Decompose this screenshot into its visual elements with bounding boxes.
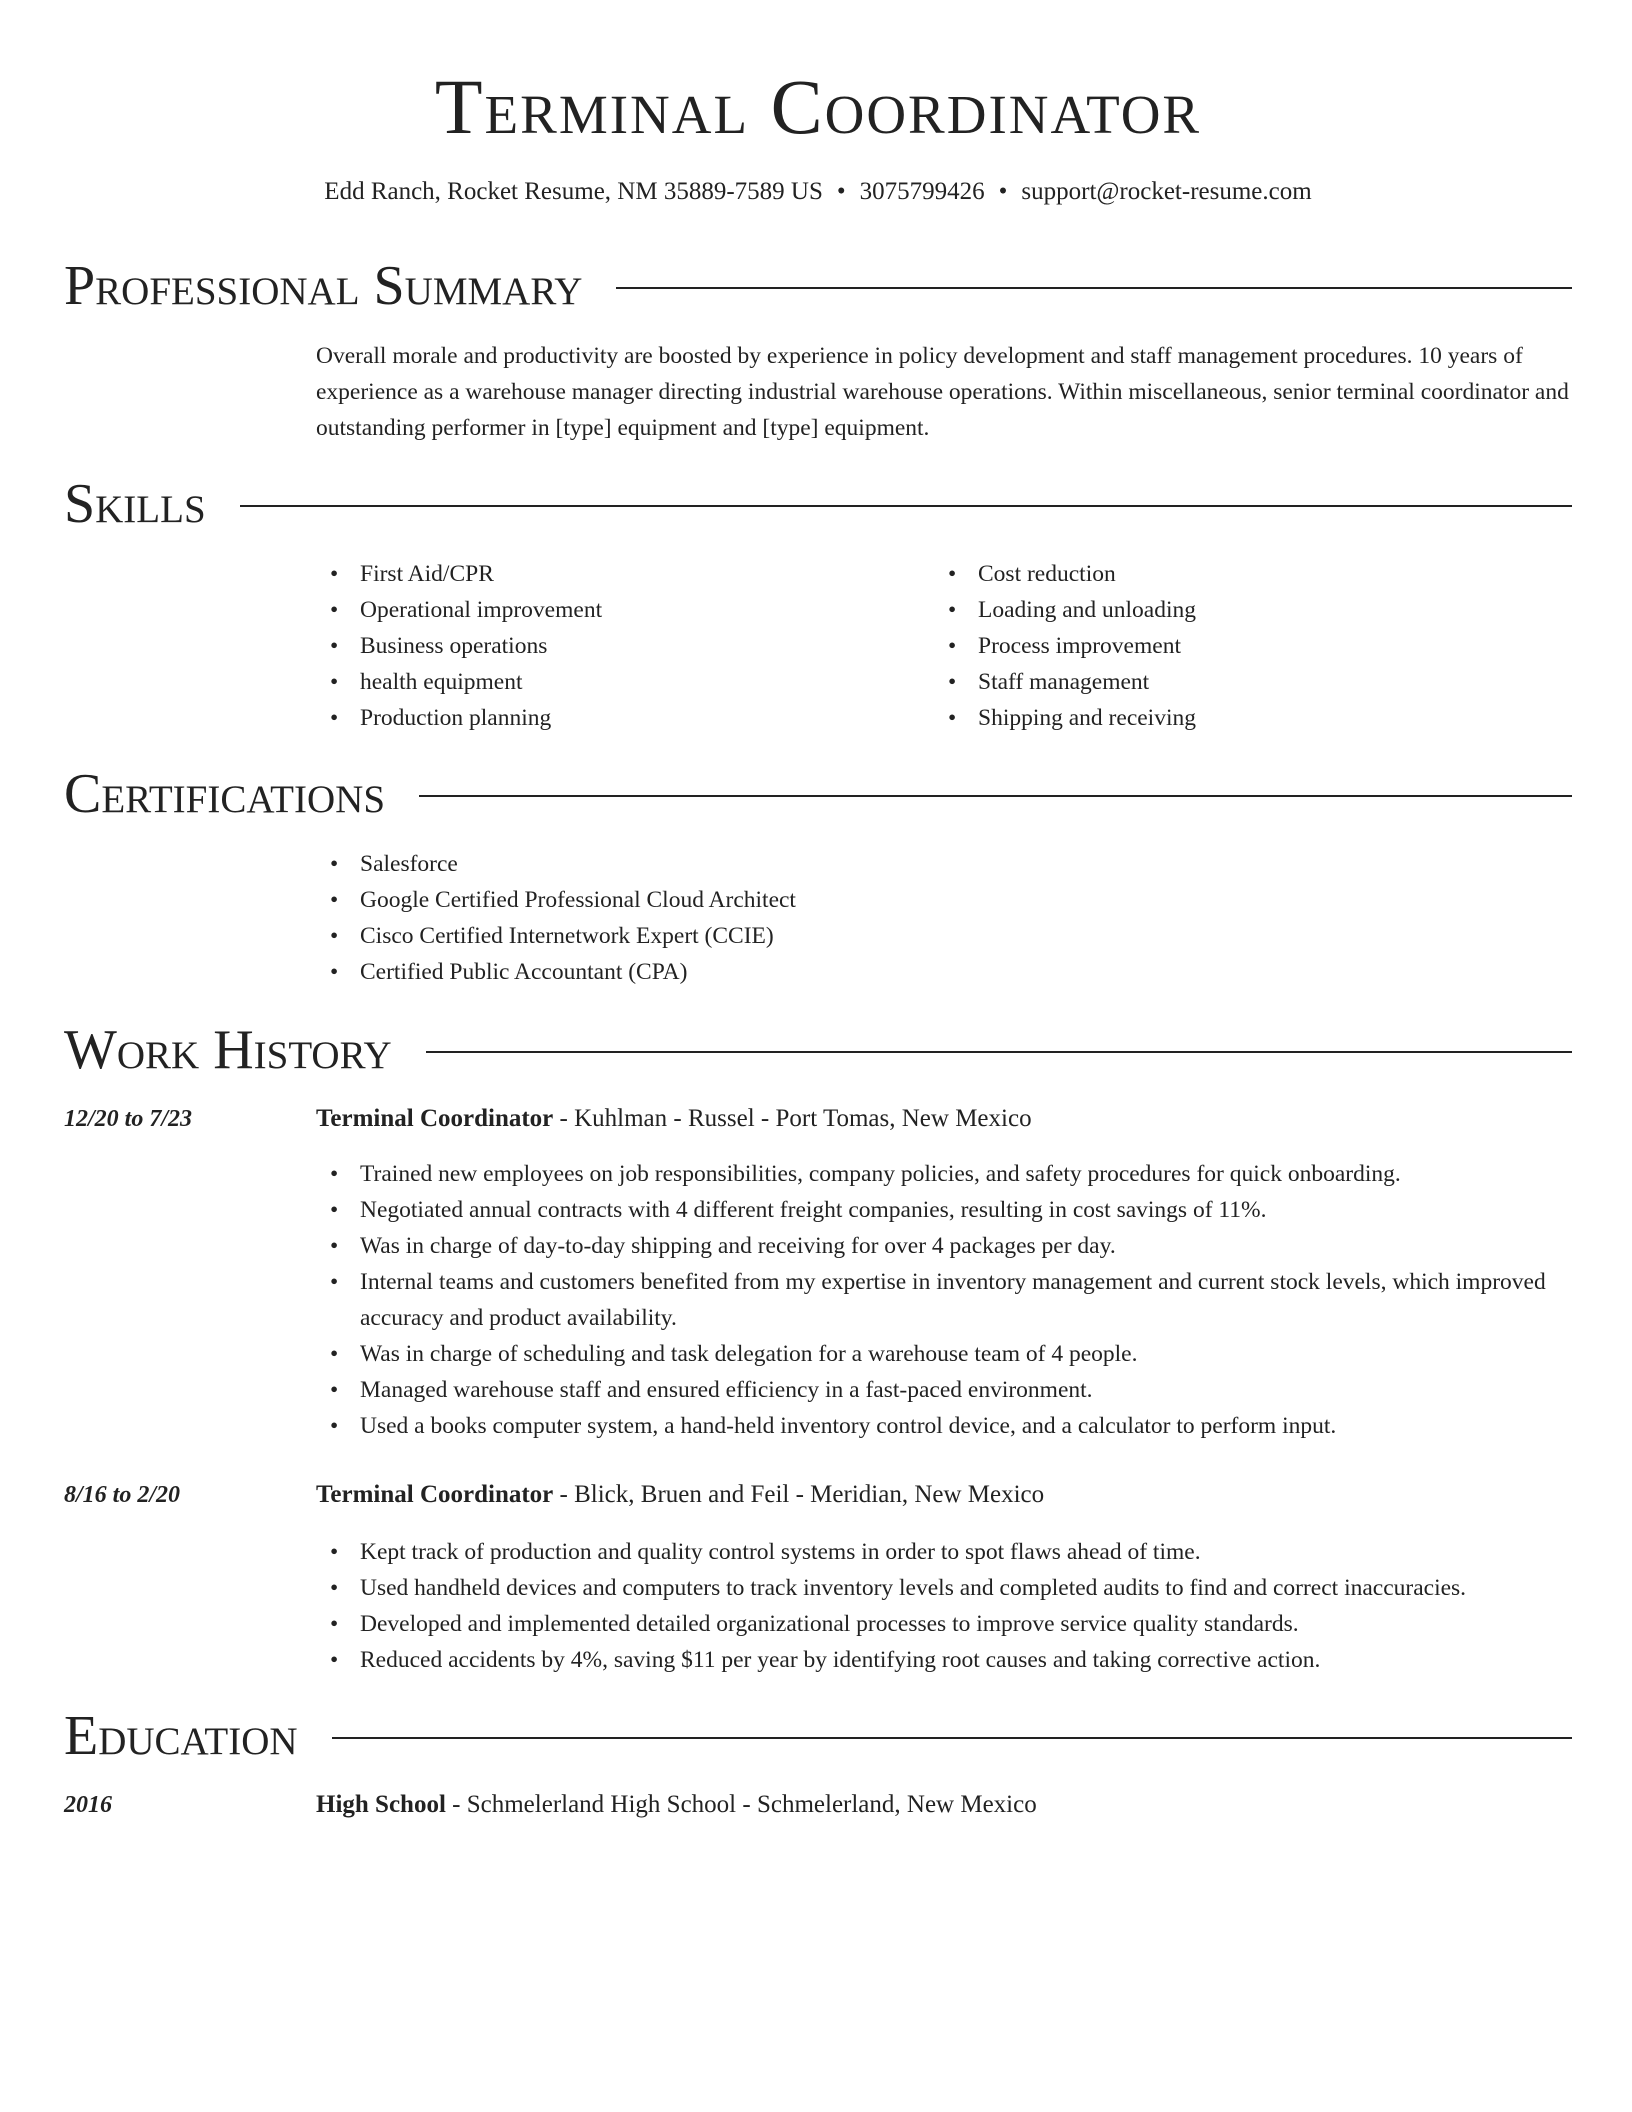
section-rule [419,795,1572,797]
education-school: - Schmelerland High School - Schmelerland, New Mexico [445,1791,1037,1818]
responsibility-item: • Internal teams and customers benefited from my expertise in inventory management and current stock levels, which improved accuracy and product availability. [316,1264,1572,1336]
certification-item: • Salesforce [316,846,1572,882]
job-employer: - Blick, Bruen and Feil - Meridian, New Mexico [553,1481,1045,1508]
job-responsibilities [316,1534,1572,1678]
section-heading-skills [64,472,1572,536]
job-header [316,1478,1044,1512]
skill-item: • Business operations [316,628,934,664]
section-heading-certifications [64,762,1572,826]
job-header [316,1102,1032,1136]
skills-column-right [934,556,1552,736]
job-responsibilities [316,1156,1572,1444]
candidate-name: Terminal Coordinator [434,63,1202,150]
responsibility-item: • Trained new employees on job responsibilities, company policies, and safety procedures for quick onboarding. [316,1156,1572,1192]
skill-item: • First Aid/CPR [316,556,934,592]
contact-line [64,175,1572,209]
skill-item: • Cost reduction [934,556,1552,592]
job-title: Terminal Coordinator [316,1481,554,1508]
responsibility-item: • Managed warehouse staff and ensured efficiency in a fast-paced environment. [316,1372,1572,1408]
certification-item: • Google Certified Professional Cloud Architect [316,882,1572,918]
section-title: Work History [64,1019,392,1081]
summary-text: Overall morale and productivity are boosted by experience in policy development and staff management procedures. 10 years of experience as a warehouse manager directing industrial warehouse operations. Within miscellaneous, senior terminal coordinator and outstanding performer in [type] equipment and [type] equipment. [316,343,1569,441]
responsibility-item: • Developed and implemented detailed organizational processes to improve service quality standards. [316,1606,1572,1642]
section-rule [616,287,1572,289]
skill-item: • Shipping and receiving [934,700,1552,736]
section-title: Education [64,1705,298,1767]
contact-separator: • [836,178,846,205]
section-rule [240,505,1572,507]
skills-column-left [316,556,934,736]
section-rule [426,1051,1572,1053]
skill-item: • Staff management [934,664,1552,700]
skill-item: • Loading and unloading [934,592,1552,628]
education-header [316,1788,1037,1822]
contact-address: Edd Ranch, Rocket Resume, NM 35889-7589 US [324,178,823,205]
contact-email: support@rocket-resume.com [1021,178,1312,205]
responsibility-item: • Reduced accidents by 4%, saving $11 per year by identifying root causes and taking corrective action. [316,1642,1572,1678]
section-title: Professional Summary [64,255,583,317]
responsibility-item: • Was in charge of day-to-day shipping and receiving for over 4 packages per day. [316,1228,1572,1264]
responsibility-item: • Was in charge of scheduling and task delegation for a warehouse team of 4 people. [316,1336,1572,1372]
section-rule [332,1737,1572,1739]
responsibility-item: • Negotiated annual contracts with 4 different freight companies, resulting in cost savings of 11%. [316,1192,1572,1228]
contact-phone: 3075799426 [859,178,985,205]
job-dates: 8/16 to 2/20 [64,1482,181,1508]
skill-item: • Operational improvement [316,592,934,628]
job-dates: 12/20 to 7/23 [64,1106,193,1132]
skill-item: • Production planning [316,700,934,736]
certification-item: • Certified Public Accountant (CPA) [316,954,1572,990]
responsibility-item: • Used handheld devices and computers to track inventory levels and completed audits to find and correct inaccuracies. [316,1570,1572,1606]
skill-item: • Process improvement [934,628,1552,664]
education-year: 2016 [64,1792,112,1818]
section-heading-work-history [64,1018,1572,1082]
job-title: Terminal Coordinator [316,1105,554,1132]
responsibility-item: • Used a books computer system, a hand-held inventory control device, and a calculator to perform input. [316,1408,1572,1444]
education-degree: High School [316,1791,446,1818]
skill-item: • health equipment [316,664,934,700]
certifications-list [316,846,1572,990]
section-heading-summary [64,254,1572,318]
section-title: Skills [64,473,206,535]
contact-separator: • [998,178,1008,205]
section-title: Certifications [64,763,386,825]
skills-list [316,556,1572,736]
responsibility-item: • Kept track of production and quality control systems in order to spot flaws ahead of time. [316,1534,1572,1570]
job-employer: - Kuhlman - Russel - Port Tomas, New Mexico [553,1105,1032,1132]
section-heading-education [64,1704,1572,1768]
certification-item: • Cisco Certified Internetwork Expert (CCIE) [316,918,1572,954]
